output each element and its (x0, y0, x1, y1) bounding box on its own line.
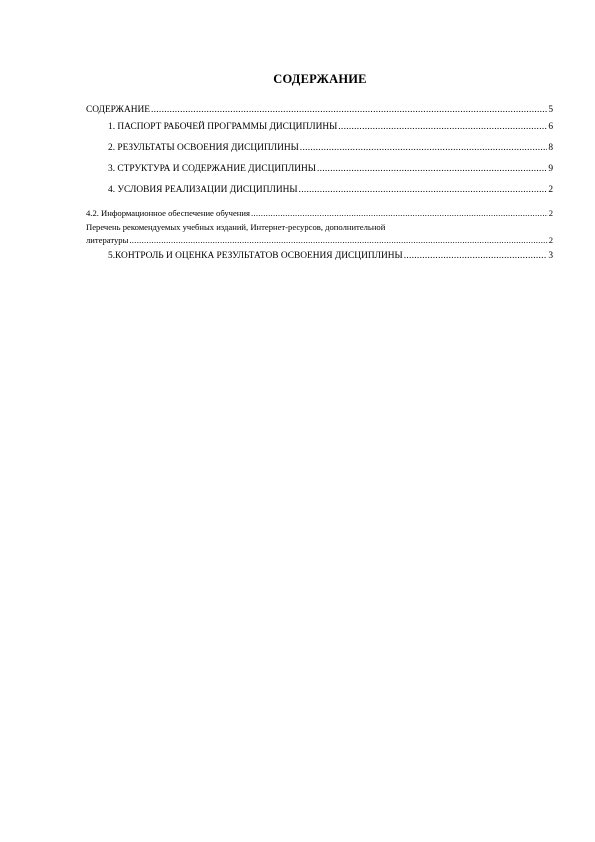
toc-dot-leader (151, 105, 547, 116)
toc-entry-label: 4.2. Информационное обеспечение обучения (86, 208, 250, 218)
toc-page-number: 2 (548, 235, 553, 245)
toc-entry-label-line2: литературы (86, 235, 129, 245)
toc-dot-leader (129, 235, 547, 246)
toc-entry-label: 1. ПАСПОРТ РАБОЧЕЙ ПРОГРАММЫ ДИСЦИПЛИНЫ (108, 122, 338, 132)
toc-dot-leader (251, 208, 548, 219)
toc-page-number: 9 (548, 164, 553, 174)
toc-entry-label: 2. РЕЗУЛЬТАТЫ ОСВОЕНИЯ ДИСЦИПЛИНЫ (108, 143, 299, 153)
toc-dot-leader (317, 164, 547, 175)
toc-page-number: 6 (548, 122, 553, 132)
toc-entry-contents[interactable] (86, 105, 553, 116)
toc-entry-section-3[interactable] (86, 164, 553, 175)
toc-entry-label: СОДЕРЖАНИЕ (86, 105, 150, 115)
toc-dot-leader (338, 122, 547, 133)
toc-page-number: 5 (548, 105, 553, 115)
toc-entry-label: 5.КОНТРОЛЬ И ОЦЕНКА РЕЗУЛЬТАТОВ ОСВОЕНИЯ ДИСЦИПЛИНЫ (108, 251, 403, 261)
toc-entry-section-1[interactable] (86, 122, 553, 133)
toc-dot-leader (404, 251, 548, 262)
toc-entry-section-2[interactable] (86, 143, 553, 154)
toc-dot-leader (299, 185, 548, 196)
toc-entry-subsection-4-2[interactable] (86, 208, 553, 219)
toc-entry-literature[interactable] (86, 222, 553, 246)
page-title: СОДЕРЖАНИЕ (273, 72, 367, 86)
toc-page-number: 2 (548, 185, 553, 195)
toc-page-number: 8 (548, 143, 553, 153)
toc-entry-section-5[interactable] (86, 251, 553, 262)
toc-page-number: 3 (548, 251, 553, 261)
toc-dot-leader (300, 143, 548, 154)
toc-entry-label-line1: Перечень рекомендуемых учебных изданий, Интернет-ресурсов, дополнительной (86, 222, 386, 232)
toc-entry-label: 3. СТРУКТУРА И СОДЕРЖАНИЕ ДИСЦИПЛИНЫ (108, 164, 316, 174)
toc-page-number: 2 (548, 208, 553, 218)
toc-entry-section-4[interactable] (86, 185, 553, 196)
toc-entry-label: 4. УСЛОВИЯ РЕАЛИЗАЦИИ ДИСЦИПЛИНЫ (108, 185, 298, 195)
